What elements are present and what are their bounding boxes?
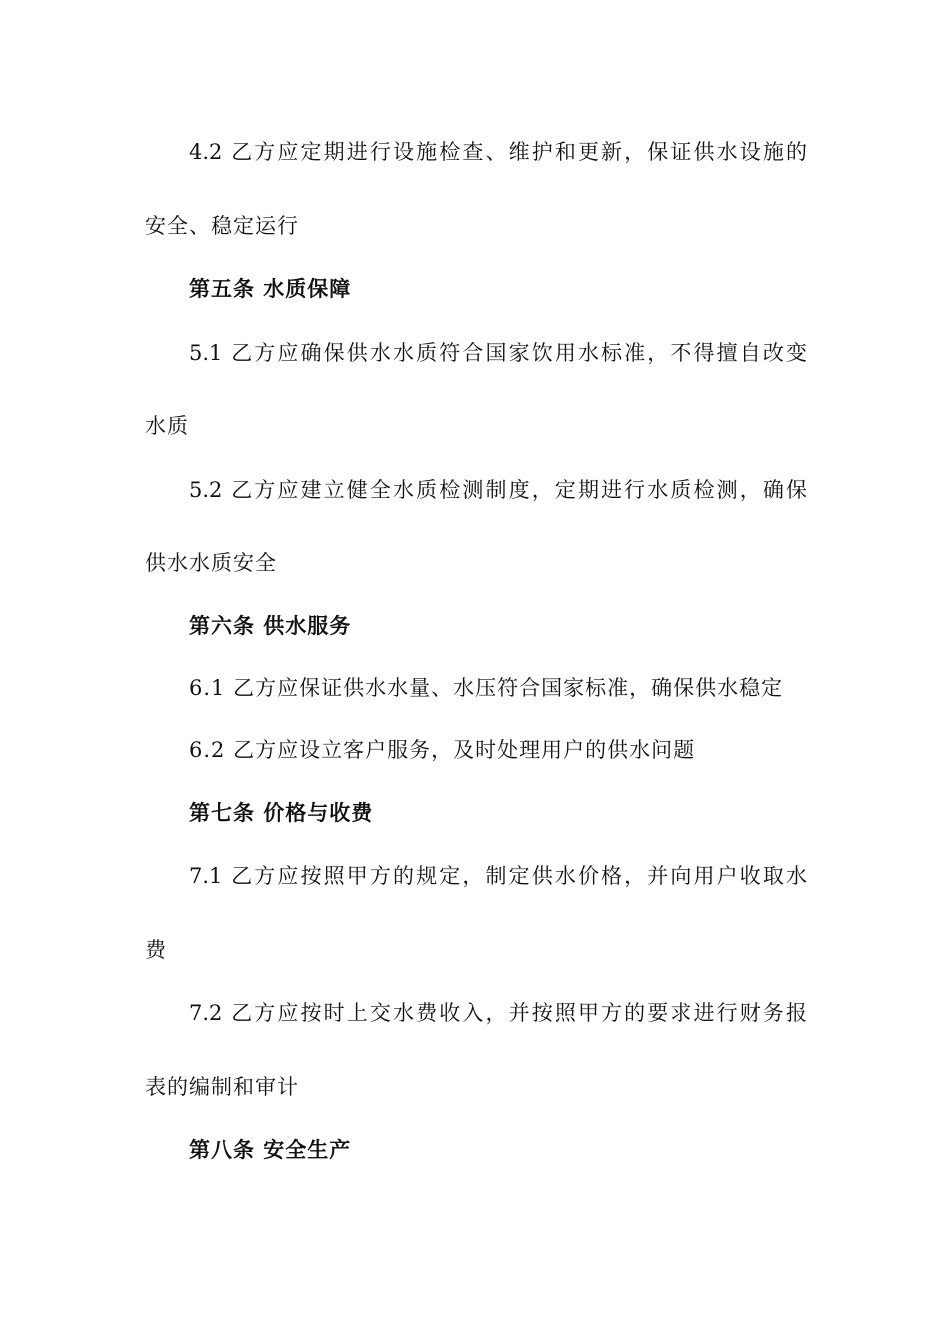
paragraph-7-2-line-2: 表的编制和审计 xyxy=(145,1075,299,1099)
paragraph-5-1-line-2: 水质 xyxy=(145,414,189,438)
paragraph-6-1: 6.1 乙方应保证供水水量、水压符合国家标准，确保供水稳定 xyxy=(189,676,784,700)
paragraph-7-1-line-1: 7.1 乙方应按照甲方的规定，制定供水价格，并向用户收取水 xyxy=(189,864,807,888)
paragraph-4-2-line-1: 4.2 乙方应定期进行设施检查、维护和更新，保证供水设施的 xyxy=(189,140,807,164)
paragraph-4-2-line-2: 安全、稳定运行 xyxy=(145,214,299,238)
paragraph-5-2-line-1: 5.2 乙方应建立健全水质检测制度，定期进行水质检测，确保 xyxy=(189,478,807,502)
article-8-heading: 第八条 安全生产 xyxy=(189,1137,352,1162)
paragraph-7-2-line-1: 7.2 乙方应按时上交水费收入，并按照甲方的要求进行财务报 xyxy=(189,1001,807,1025)
paragraph-6-2: 6.2 乙方应设立客户服务，及时处理用户的供水问题 xyxy=(189,738,696,762)
article-7-heading: 第七条 价格与收费 xyxy=(189,800,374,825)
paragraph-5-2-line-2: 供水水质安全 xyxy=(145,551,277,575)
article-5-heading: 第五条 水质保障 xyxy=(189,276,352,301)
article-6-heading: 第六条 供水服务 xyxy=(189,613,352,638)
paragraph-7-1-line-2: 费 xyxy=(145,938,167,962)
paragraph-5-1-line-1: 5.1 乙方应确保供水水质符合国家饮用水标准，不得擅自改变 xyxy=(189,341,807,365)
